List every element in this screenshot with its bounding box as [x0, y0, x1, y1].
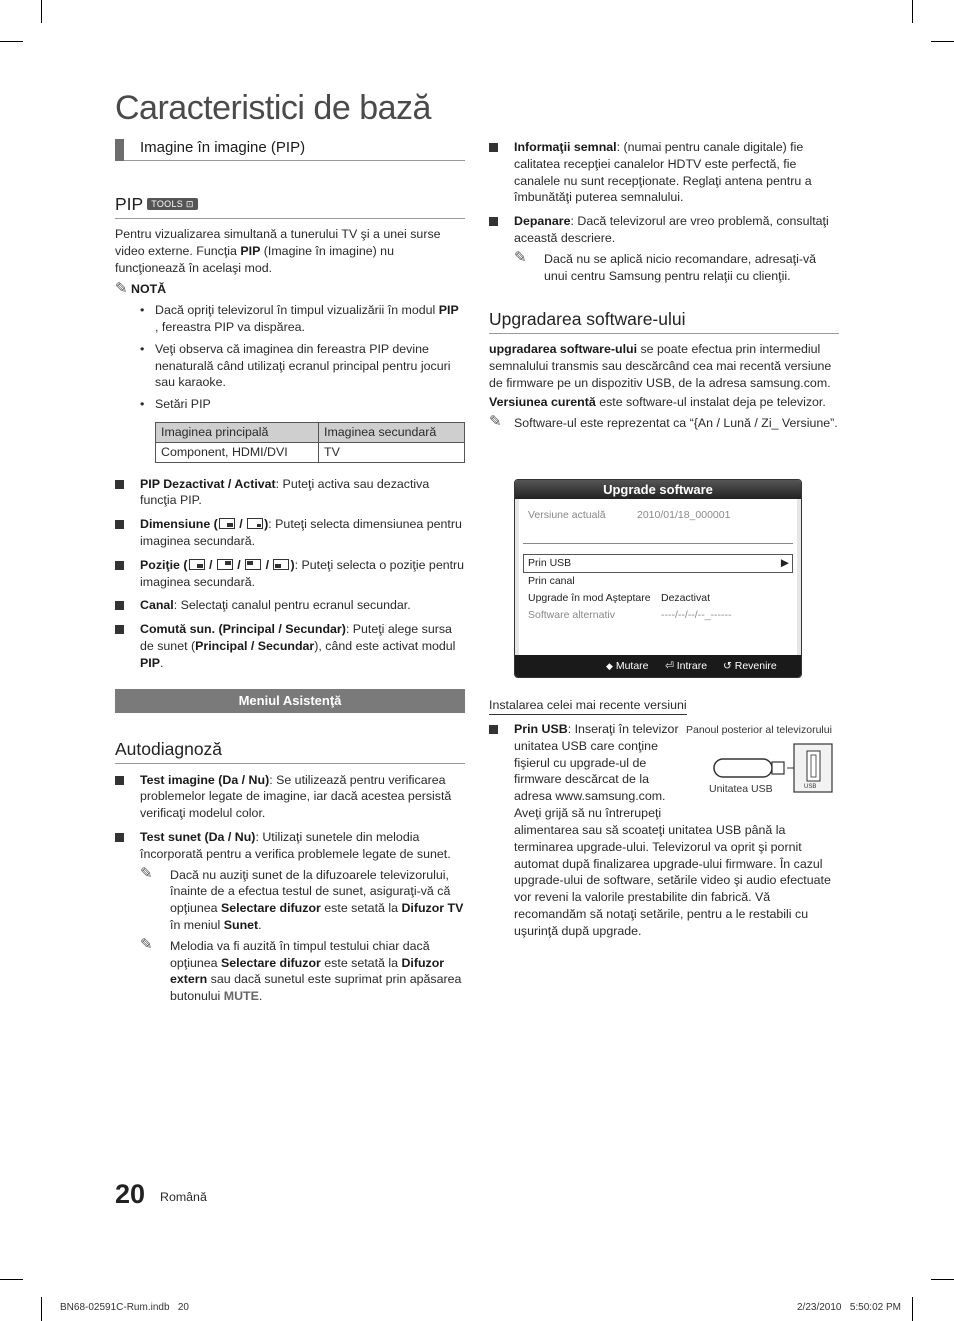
pencil-icon: ✎ [140, 864, 153, 882]
text-bold: Difuzor TV [401, 901, 464, 916]
square-bullet-icon [115, 561, 124, 570]
usb-port-label: USB [804, 784, 817, 790]
text-bold: PIP [140, 655, 160, 670]
square-bullet-icon [115, 480, 124, 489]
pip-size-large-icon [219, 518, 235, 529]
crop-mark [912, 1297, 913, 1321]
list-item [489, 721, 684, 822]
square-bullet-icon [489, 725, 498, 734]
text: se poate efectua prin intermediul semnalului transmis sau descărcând cea mai recentă versiune de firmware pe un dispozitiv USB, de la adresa samsung.com. [489, 342, 832, 390]
crop-mark [0, 41, 23, 42]
text-bold: ) [264, 517, 269, 532]
usb-unit-label: Unitatea USB [709, 783, 773, 795]
list-item [115, 597, 465, 614]
table-header-cell: Imaginea secundară [319, 422, 465, 442]
crop-mark [0, 1279, 23, 1280]
text: . [159, 655, 164, 670]
text: Veţi observa că imaginea din fereastra PIP devine nenaturală când utilizaţi ecranul principal pentru jocuri sau karaoke. [155, 341, 451, 390]
text: : Dacă televizorul are vreo problemă, consultaţi această descriere. [514, 214, 829, 245]
screen-title: Upgrade software [515, 480, 801, 499]
text: Mutare [615, 660, 649, 672]
language-label: Română [160, 1190, 207, 1204]
text-bold: Versiunea curentă [489, 394, 596, 409]
pip-top-right-icon [217, 559, 233, 570]
text-bold: / [205, 557, 216, 572]
updown-arrow-icon: ◆ [606, 661, 613, 671]
usb-install-item [489, 721, 684, 822]
upgrade-heading: Upgradarea software-ului [489, 308, 839, 334]
crop-mark [912, 0, 913, 23]
list-item [115, 772, 465, 822]
menu-item-label: Prin USB [528, 557, 572, 569]
usb-port-slot [811, 755, 816, 777]
divider [523, 543, 793, 544]
pip-intro [115, 226, 465, 276]
list-item [115, 396, 465, 413]
text-bold: Canal [140, 598, 174, 613]
square-bullet-icon [115, 776, 124, 785]
usb-install-continued: alimentarea sau să scoateţi unitatea USB până la terminarea upgrade-ului. Televizorul va oprit şi pornit automat după finalizarea upgrade-ului firmware. În cazul upgrade-ului de software, setările video şi audio efectuate vor reveni la valorile prestabilite din fabrică. Vă recomandăm să notaţi setările, pentru a le restabili cu uşurinţă după upgrade. [514, 823, 831, 938]
text-bold: Depanare [514, 214, 571, 229]
upgrade-intro [489, 341, 839, 391]
text-bold: / [235, 517, 247, 532]
pip-heading-text: PIP [115, 194, 144, 214]
text: , fereastra PIP va dispărea. [155, 319, 305, 334]
text-bold: Selectare difuzor [220, 955, 321, 970]
square-bullet-icon [115, 520, 124, 529]
text: în meniul [170, 917, 224, 932]
current-version-value: 2010/01/18_000001 [637, 509, 731, 521]
text-bold: ) [290, 557, 295, 572]
text-bold: Informaţii semnal [514, 140, 617, 154]
text-bold: Principal / Secundar [195, 638, 315, 653]
text-bold: Test imagine (Da / Nu) [140, 772, 270, 787]
square-bullet-icon [489, 217, 498, 226]
text-bold: / [262, 557, 273, 572]
menu-item-prin-usb[interactable] [523, 554, 793, 573]
pencil-icon: ✎ [140, 935, 153, 953]
text: este software-ul instalat deja pe televizor. [595, 394, 826, 409]
text-bold: Difuzor extern [170, 955, 445, 987]
section-header-pip [115, 139, 465, 161]
list-item [115, 557, 465, 591]
pip-bottom-left-icon [273, 559, 289, 570]
list-item [115, 829, 465, 863]
list-item [115, 516, 465, 550]
text: Software-ul este reprezentat ca “{An / Lună / Zi_ Versiune”. [514, 415, 838, 430]
text-bold: PIP [240, 243, 261, 258]
pencil-icon: ✎ [514, 248, 527, 266]
list-item [489, 213, 839, 247]
tools-badge-text: TOOLS [151, 199, 184, 209]
pip-top-left-icon [245, 559, 261, 570]
text-bold: Sunet [223, 917, 259, 932]
install-heading: Instalarea celei mai recente versiuni [489, 697, 687, 715]
text: este setată la [320, 901, 402, 916]
text-bold: upgradarea software-ului [489, 342, 638, 357]
usb-drive-connector [772, 762, 784, 774]
crop-mark [931, 1279, 954, 1280]
crop-mark [931, 41, 954, 42]
pencil-icon: ✎ [115, 280, 128, 298]
list-item [489, 139, 839, 206]
text-bold: PIP [438, 303, 459, 318]
text-bold: Test sunet (Da / Nu) [140, 829, 256, 844]
bullet-icon: • [140, 303, 145, 318]
text: (Imagine în imagine) nu funcţionează în acelaşi mod. [115, 243, 394, 275]
nota-label: NOTĂ [131, 282, 167, 297]
upgrade-software-screen [514, 479, 802, 678]
pip-table [155, 422, 465, 463]
text: . [258, 917, 262, 932]
text-bold: Dimensiune ( [140, 517, 218, 532]
crop-mark [41, 1297, 42, 1321]
return-icon: ↺ [723, 660, 732, 672]
square-bullet-icon [115, 625, 124, 634]
right-column [489, 139, 839, 431]
file-info: BN68-02591C-Rum.indb 20 [60, 1302, 189, 1313]
list-item [115, 302, 465, 336]
pip-heading [115, 193, 465, 219]
square-bullet-icon [115, 601, 124, 610]
text-bold: PIP Dezactivat / Activat [140, 476, 276, 491]
text: Melodia va fi auzită în timpul testului chiar dacă opţiunea [170, 938, 430, 970]
section-bar [115, 139, 124, 161]
crop-mark [41, 0, 42, 23]
menu-section-bar: Meniul Asistenţă [115, 689, 465, 713]
list-item [115, 621, 465, 671]
text: : (numai pentru canale digitale) fie calitatea recepţiei canalelor HDTV este perfectă, fie canalele nu sunt recepţionate. Reglaţi antena pentru a îmbunătăţi puterea semnalului. [514, 140, 812, 205]
text: Dacă opriţi televizorul în timpul vizualizării în modul [155, 303, 439, 318]
text: Revenire [734, 660, 777, 672]
table-header-cell: Imaginea principală [156, 422, 319, 442]
nota-line [115, 281, 465, 298]
table-cell: TV [319, 442, 465, 462]
pip-size-small-icon [247, 518, 263, 529]
text: sau dacă sunetul este suprimat prin apăsarea butonului [170, 972, 462, 1004]
text: ), când este activat modul [314, 638, 456, 653]
page-number: 20 [115, 1179, 146, 1209]
note [489, 412, 839, 432]
text-bold: MUTE [223, 989, 259, 1004]
enter-hint [665, 655, 707, 677]
pip-bottom-right-icon [189, 559, 205, 570]
return-hint [723, 655, 777, 677]
menu-item-standby-upgrade[interactable]: Upgrade în mod Aşteptare [528, 592, 651, 604]
move-hint [606, 655, 649, 677]
text: : Se utilizează pentru verificarea problemelor legate de imagine, iar dacă acestea persistă verificaţi modelul color. [140, 772, 452, 821]
text: : Puteţi alege sursa de sunet ( [140, 622, 452, 653]
current-version-label: Versiune actuală [528, 509, 606, 521]
section-title: Imagine în imagine (PIP) [140, 139, 306, 156]
enter-icon: ⏎ [665, 660, 674, 672]
text: : Puteţi selecta o poziţie pentru imaginea secundară. [140, 557, 465, 589]
table-cell: Component, HDMI/DVI [156, 442, 319, 462]
autodiag-heading: Autodiagnoză [115, 738, 465, 764]
tv-panel-label: Panoul posterior al televizorului [686, 724, 832, 736]
table-row [156, 442, 465, 462]
text: : Selectaţi canalul pentru ecranul secundar. [173, 598, 411, 613]
usb-illustration [712, 742, 834, 794]
list-item [115, 341, 465, 391]
text: . [258, 989, 263, 1004]
text: : Inseraţi în televizor unitatea USB care conţine fişierul cu upgrade-ul de firmware descărcat de la adresa www.samsung.com. Aveţi grijă să nu întrerupeţi [514, 722, 679, 820]
list-item [115, 476, 465, 510]
screen-footer [515, 655, 801, 677]
text-bold: / [233, 557, 245, 572]
alternative-software-value: ----/--/--/--_------ [661, 609, 732, 621]
text-bold: Poziţie ( [140, 557, 188, 572]
page-title: Caracteristici de bază [115, 89, 431, 127]
left-column [115, 139, 465, 1005]
note [140, 935, 465, 1005]
standby-upgrade-value: Dezactivat [661, 592, 711, 604]
square-bullet-icon [489, 143, 498, 152]
menu-item-prin-canal[interactable]: Prin canal [528, 575, 575, 587]
bullet-icon: • [140, 341, 145, 356]
text-bold: Comută sun. (Principal / Secundar) [140, 622, 346, 637]
table-header-row [156, 422, 465, 442]
text: este setată la [320, 955, 402, 970]
text-bold: Selectare difuzor [220, 901, 321, 916]
note [514, 248, 839, 285]
text: Pentru vizualizarea simultană a tunerului TV şi a unei surse video externe. Funcţia [115, 227, 441, 258]
text: Dacă nu se aplică nicio recomandare, adresaţi-vă unui centru Samsung pentru relaţii cu clienţii. [544, 251, 817, 283]
text: Dacă nu auziţi sunet de la difuzoarele televizorului, înainte de a efectua testul de sunet, asiguraţi-vă că opţiunea [170, 867, 451, 916]
text: : Puteţi selecta dimensiunea pentru imaginea secundară. [140, 517, 462, 548]
text: : Utilizaţi sunetele din melodia încorporată pentru a verifica problemele legate de sunet. [140, 829, 451, 861]
print-datetime: 2/23/2010 5:50:02 PM [797, 1302, 901, 1313]
pencil-icon: ✎ [489, 412, 502, 430]
usb-drive-body [714, 759, 772, 777]
text-bold: Prin USB [514, 722, 568, 736]
bullet-icon: • [140, 397, 145, 412]
current-version-text [489, 394, 839, 411]
square-bullet-icon [115, 833, 124, 842]
text: : Puteţi activa sau dezactiva funcţia PIP. [140, 476, 430, 508]
menu-item-alternative-software: Software alternativ [528, 609, 615, 621]
tools-badge: TOOLS ⊡ [147, 198, 198, 210]
arrow-right-icon: ▶ [780, 557, 789, 569]
text: Setări PIP [155, 397, 211, 412]
note [140, 864, 465, 934]
text: Intrare [676, 660, 708, 672]
screen-body [519, 499, 797, 656]
